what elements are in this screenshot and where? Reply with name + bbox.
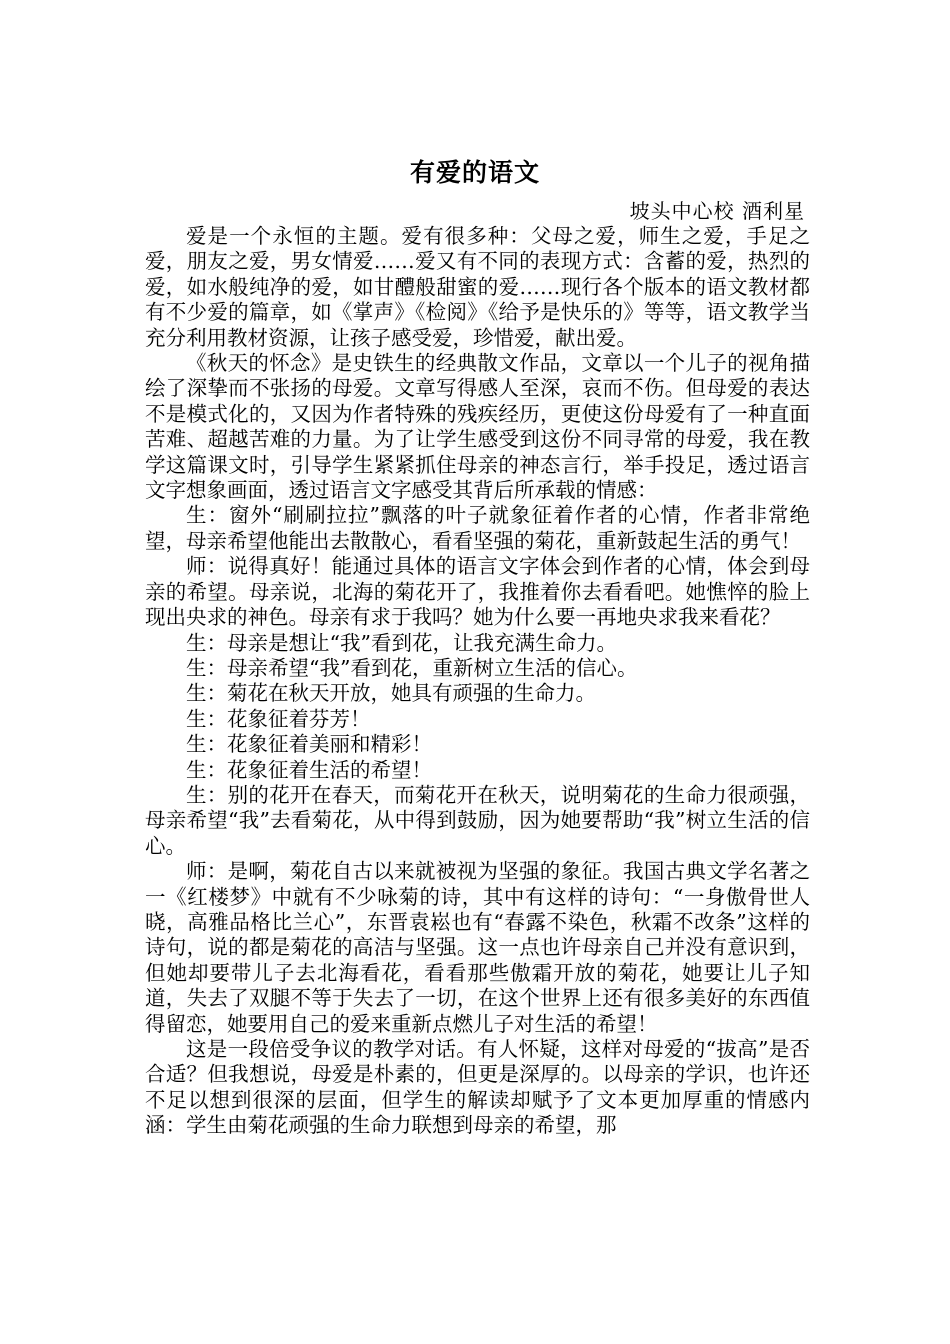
paragraph: 师：说得真好！能通过具体的语言文字体会到作者的心情，体会到母亲的希望。母亲说，北海的菊花开了，我推着你去看看吧。她憔悴的脸上现出央求的神色。母亲有求于我吗？她为什么要一再地央求我来看花？ — [145, 554, 810, 630]
paragraph: 生：别的花开在春天，而菊花开在秋天，说明菊花的生命力很顽强，母亲希望“我”去看菊花，从中得到鼓励，因为她要帮助“我”树立生活的信心。 — [145, 782, 810, 858]
document-body — [145, 224, 810, 1139]
document-title: 有爱的语文 — [409, 158, 540, 187]
paragraph: 师：是啊，菊花自古以来就被视为坚强的象征。我国古典文学名著之一《红楼梦》中就有不少咏菊的诗，其中有这样的诗句：“一身傲骨世人晓，高雅品格比兰心”，东晋袁崧也有“春露不染色，秋霜不改条”这样的诗句，说的都是菊花的高洁与坚强。这一点也许母亲自己并没有意识到，但她却要带儿子去北海看花，看看那些傲霜开放的菊花，她要让儿子知道，失去了双腿不等于失去了一切，在这个世界上还有很多美好的东西值得留恋，她要用自己的爱来重新点燃儿子对生活的希望！ — [145, 859, 810, 1036]
paragraph: 生：母亲是想让“我”看到花，让我充满生命力。 — [186, 630, 617, 655]
paragraph: 生：菊花在秋天开放，她具有顽强的生命力。 — [186, 681, 596, 706]
paragraph: 生：花象征着生活的希望！ — [186, 757, 432, 782]
paragraph: 这是一段倍受争议的教学对话。有人怀疑，这样对母爱的“拔高”是否合适？但我想说，母爱是朴素的，但更是深厚的。以母亲的学识，也许还不足以想到很深的层面，但学生的解读却赋予了文本更加厚重的情感内涵：学生由菊花顽强的生命力联想到母亲的希望，那 — [145, 1037, 810, 1138]
paragraph: 生：花象征着芬芳！ — [186, 706, 371, 731]
paragraph: 《秋天的怀念》是史铁生的经典散文作品，文章以一个儿子的视角描绘了深挚而不张扬的母爱。文章写得感人至深，哀而不伤。但母爱的表达不是模式化的，又因为作者特殊的残疾经历，更使这份母爱有了一种直面苦难、超越苦难的力量。为了让学生感受到这份不同寻常的母爱，我在教学这篇课文时，引导学生紧紧抓住母亲的神态言行，举手投足，透过语言文字想象画面，透过语言文字感受其背后所承载的情感： — [145, 351, 810, 503]
paragraph: 生：花象征着美丽和精彩！ — [186, 732, 432, 757]
document-author: 坡头中心校 酒利星 — [629, 199, 805, 223]
paragraph: 生：母亲希望“我”看到花，重新树立生活的信心。 — [186, 655, 638, 680]
paragraph: 爱是一个永恒的主题。爱有很多种：父母之爱，师生之爱，手足之爱，朋友之爱，男女情爱……爱又有不同的表现方式：含蓄的爱，热烈的爱，如水般纯净的爱，如甘醴般甜蜜的爱……现行各个版本的语文教材都有不少爱的篇章，如《掌声》《检阅》《给予是快乐的》等等，语文教学当充分利用教材资源，让孩子感受爱，珍惜爱，献出爱。 — [145, 224, 810, 350]
paragraph: 生：窗外“刷刷拉拉”飘落的叶子就象征着作者的心情，作者非常绝望，母亲希望他能出去散散心，看看坚强的菊花，重新鼓起生活的勇气！ — [145, 503, 810, 553]
